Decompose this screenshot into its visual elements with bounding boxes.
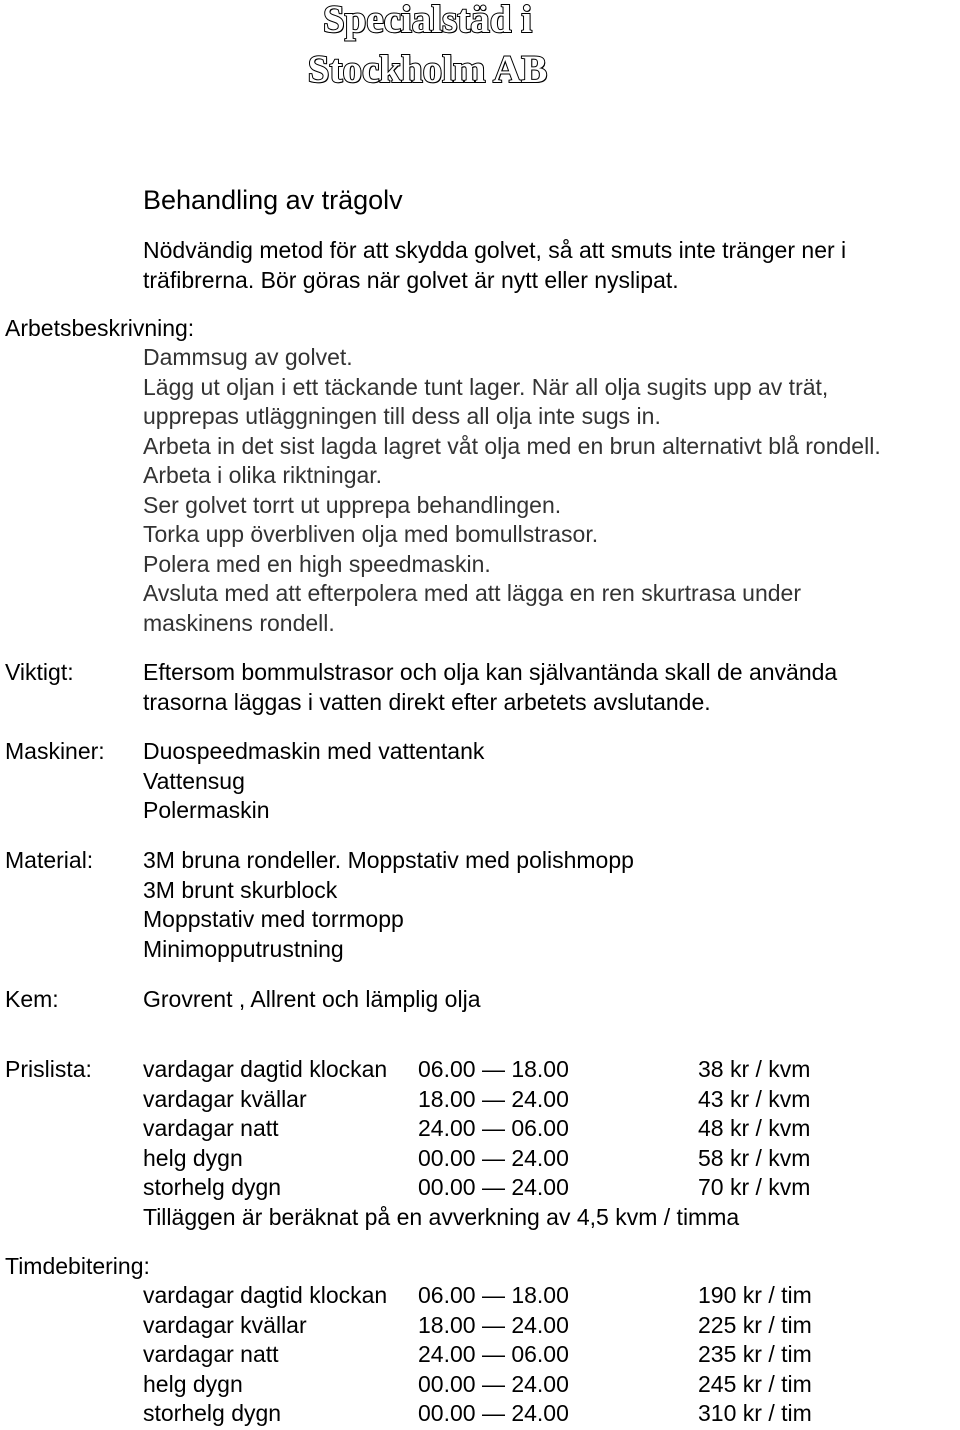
rate-time: 24.00 — 06.00 <box>418 1341 569 1367</box>
material-label: Material: <box>5 847 94 873</box>
intro-line: Nödvändig metod för att skydda golvet, så att smuts inte tränger ner i <box>143 237 847 263</box>
price-value: 38 kr / kvm <box>698 1056 811 1082</box>
rate-time: 00.00 — 24.00 <box>418 1400 569 1426</box>
company-name-line1: Specialstäd i <box>322 0 533 41</box>
arbetsbeskrivning-label: Arbetsbeskrivning: <box>5 315 195 341</box>
price-row <box>143 1055 903 1085</box>
price-desc: vardagar kvällar <box>143 1085 307 1112</box>
price-time: 06.00 — 18.00 <box>418 1056 569 1082</box>
rate-desc: helg dygn <box>143 1370 243 1397</box>
viktigt-line: Eftersom bommulstrasor och olja kan självantända skall de använda <box>143 659 838 685</box>
price-time: 00.00 — 24.00 <box>418 1144 569 1171</box>
step-line: Polera med en high speedmaskin. <box>143 550 491 577</box>
kem-label: Kem: <box>5 986 59 1012</box>
rate-row <box>143 1370 903 1400</box>
arbetsbeskrivning-steps <box>143 343 881 638</box>
price-value: 48 kr / kvm <box>698 1115 811 1141</box>
prislista-note: Tilläggen är beräknat på en avverkning av 4,5 kvm / timma <box>143 1203 740 1230</box>
step-line: upprepas utläggningen till dess all olja inte sugs in. <box>143 403 661 429</box>
company-name <box>0 0 855 95</box>
rate-row <box>143 1340 903 1370</box>
rate-value: 190 kr / tim <box>698 1282 812 1308</box>
rate-row <box>143 1281 903 1311</box>
material-item: Minimopputrustning <box>143 935 344 962</box>
step-line: Avsluta med att efterpolera med att lägga en ren skurtrasa under <box>143 580 802 606</box>
kem-value: Grovrent , Allrent och lämplig olja <box>143 986 481 1012</box>
rate-value: 310 kr / tim <box>698 1400 812 1426</box>
step-line: Ser golvet torrt ut upprepa behandlingen. <box>143 491 562 518</box>
rate-desc: storhelg dygn <box>143 1400 282 1426</box>
maskin-item: Duospeedmaskin med vattentank <box>143 738 485 764</box>
viktigt-line: trasorna läggas i vatten direkt efter arbetets avslutande. <box>143 688 711 715</box>
step-line: Lägg ut oljan i ett täckande tunt lager. När all olja sugits upp av trät, <box>143 373 829 400</box>
price-time: 24.00 — 06.00 <box>418 1115 569 1141</box>
price-desc: vardagar natt <box>143 1115 279 1141</box>
maskiner-list <box>143 737 484 826</box>
document-title: Behandling av trägolv <box>143 185 403 215</box>
material-list <box>143 846 634 964</box>
rate-row <box>143 1311 903 1341</box>
price-desc: helg dygn <box>143 1144 243 1171</box>
rate-desc: vardagar kvällar <box>143 1311 307 1338</box>
material-item: Moppstativ med torrmopp <box>143 906 404 932</box>
price-row <box>143 1085 903 1115</box>
maskin-item: Polermaskin <box>143 797 270 823</box>
price-row <box>143 1114 903 1144</box>
material-item: 3M brunt skurblock <box>143 876 338 903</box>
rate-time: 06.00 — 18.00 <box>418 1282 569 1308</box>
price-row <box>143 1144 903 1174</box>
price-time: 00.00 — 24.00 <box>418 1174 569 1200</box>
price-value: 58 kr / kvm <box>698 1144 811 1171</box>
rate-value: 235 kr / tim <box>698 1341 812 1367</box>
step-line: maskinens rondell. <box>143 609 335 636</box>
material-item: 3M bruna rondeller. Moppstativ med polishmopp <box>143 847 634 873</box>
rate-desc: vardagar natt <box>143 1341 279 1367</box>
timdebitering-label: Timdebitering: <box>5 1253 150 1279</box>
price-desc: vardagar dagtid klockan <box>143 1056 388 1082</box>
maskin-item: Vattensug <box>143 767 245 794</box>
company-name-line2: Stockholm AB <box>307 48 548 91</box>
viktigt-label: Viktigt: <box>5 659 74 685</box>
viktigt-text <box>143 658 837 717</box>
price-value: 43 kr / kvm <box>698 1085 811 1112</box>
step-line: Torka upp överbliven olja med bomullstrasor. <box>143 521 599 547</box>
rate-row <box>143 1399 903 1429</box>
rate-time: 00.00 — 24.00 <box>418 1370 569 1397</box>
intro-text <box>143 236 846 295</box>
price-row <box>143 1173 903 1203</box>
prislista-label: Prislista: <box>5 1056 92 1082</box>
rate-value: 225 kr / tim <box>698 1311 812 1338</box>
step-line: Dammsug av golvet. <box>143 344 353 370</box>
price-time: 18.00 — 24.00 <box>418 1085 569 1112</box>
rate-desc: vardagar dagtid klockan <box>143 1282 388 1308</box>
price-desc: storhelg dygn <box>143 1174 282 1200</box>
price-value: 70 kr / kvm <box>698 1174 811 1200</box>
rate-value: 245 kr / tim <box>698 1370 812 1397</box>
step-line: Arbeta in det sist lagda lagret våt olja med en brun alternativt blå rondell. <box>143 432 881 459</box>
maskiner-label: Maskiner: <box>5 738 105 764</box>
rate-time: 18.00 — 24.00 <box>418 1311 569 1338</box>
intro-line: träfibrerna. Bör göras när golvet är nytt eller nyslipat. <box>143 266 679 293</box>
step-line: Arbeta i olika riktningar. <box>143 462 383 488</box>
